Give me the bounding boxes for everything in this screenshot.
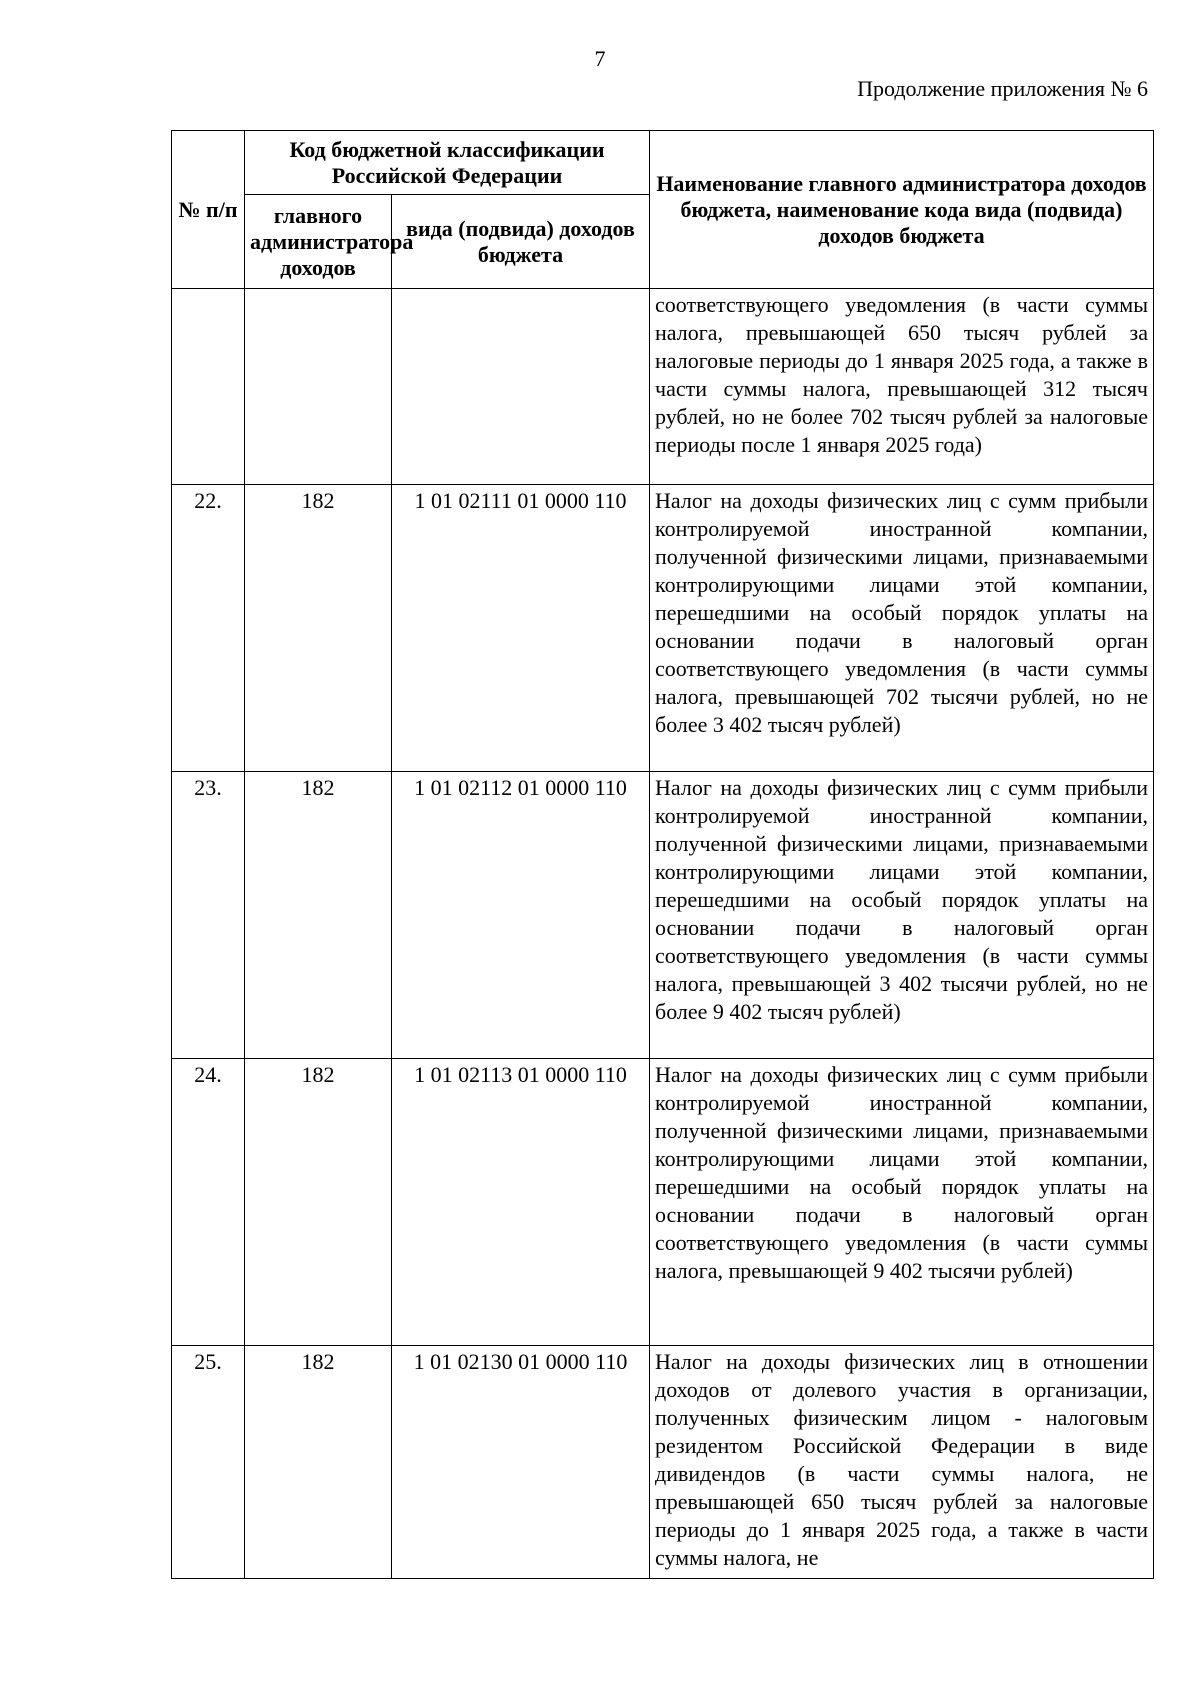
row-description: Налог на доходы физических лиц в отношении доходов от долевого участия в организации, полученных физическим лицом - налоговым резидентом Российской Федерации в виде дивидендов (в части суммы налога, не превышающей 650 тысяч рублей за налоговые периоды до 1 января 2025 года, а также в части суммы налога, не [650,1346,1154,1579]
header-num: № п/п [172,131,245,289]
row-revenue-code: 1 01 02111 01 0000 110 [392,485,650,772]
row-revenue-code: 1 01 02130 01 0000 110 [392,1346,650,1579]
row-admin-code: 182 [245,772,392,1059]
header-admin: главного администратора доходов [245,195,392,289]
table-row [172,1059,1154,1346]
row-admin-code [245,289,392,485]
row-num: 25. [172,1346,245,1579]
row-num: 22. [172,485,245,772]
row-description: Налог на доходы физических лиц с сумм прибыли контролируемой иностранной компании, полученной физическими лицами, признаваемыми контролирующими лицами этой компании, перешедшими на особый порядок уплаты на основании подачи в налоговый орган соответствующего уведомления (в части суммы налога, превышающей 702 тысячи рублей, но не более 3 402 тысяч рублей) [650,485,1154,772]
table-body [172,289,1154,1579]
row-revenue-code: 1 01 02113 01 0000 110 [392,1059,650,1346]
header-kbk-group: Код бюджетной классификации Российской Федерации [245,131,650,195]
table-row [172,1346,1154,1579]
row-revenue-code [392,289,650,485]
row-admin-code: 182 [245,1346,392,1579]
revenue-table [171,130,1154,1579]
table-row [172,289,1154,485]
row-num [172,289,245,485]
row-admin-code: 182 [245,485,392,772]
table-row [172,485,1154,772]
row-description: Налог на доходы физических лиц с сумм прибыли контролируемой иностранной компании, полученной физическими лицами, признаваемыми контролирующими лицами этой компании, перешедшими на особый порядок уплаты на основании подачи в налоговый орган соответствующего уведомления (в части суммы налога, превышающей 9 402 тысячи рублей) [650,1059,1154,1346]
row-description: соответствующего уведомления (в части суммы налога, превышающей 650 тысяч рублей за налоговые периоды до 1 января 2025 года, а также в части суммы налога, превышающей 312 тысяч рублей, но не более 702 тысяч рублей за налоговые периоды после 1 января 2025 года) [650,289,1154,485]
table-row [172,772,1154,1059]
continuation-note: Продолжение приложения № 6 [857,76,1148,101]
header-name: Наименование главного администратора доходов бюджета, наименование кода вида (подвида) доходов бюджета [650,131,1154,289]
row-num: 24. [172,1059,245,1346]
header-code: вида (подвида) доходов бюджета [392,195,650,289]
row-num: 23. [172,772,245,1059]
row-description: Налог на доходы физических лиц с сумм прибыли контролируемой иностранной компании, полученной физическими лицами, признаваемыми контролирующими лицами этой компании, перешедшими на особый порядок уплаты на основании подачи в налоговый орган соответствующего уведомления (в части суммы налога, превышающей 3 402 тысячи рублей, но не более 9 402 тысяч рублей) [650,772,1154,1059]
row-revenue-code: 1 01 02112 01 0000 110 [392,772,650,1059]
row-admin-code: 182 [245,1059,392,1346]
page-number: 7 [594,46,606,71]
